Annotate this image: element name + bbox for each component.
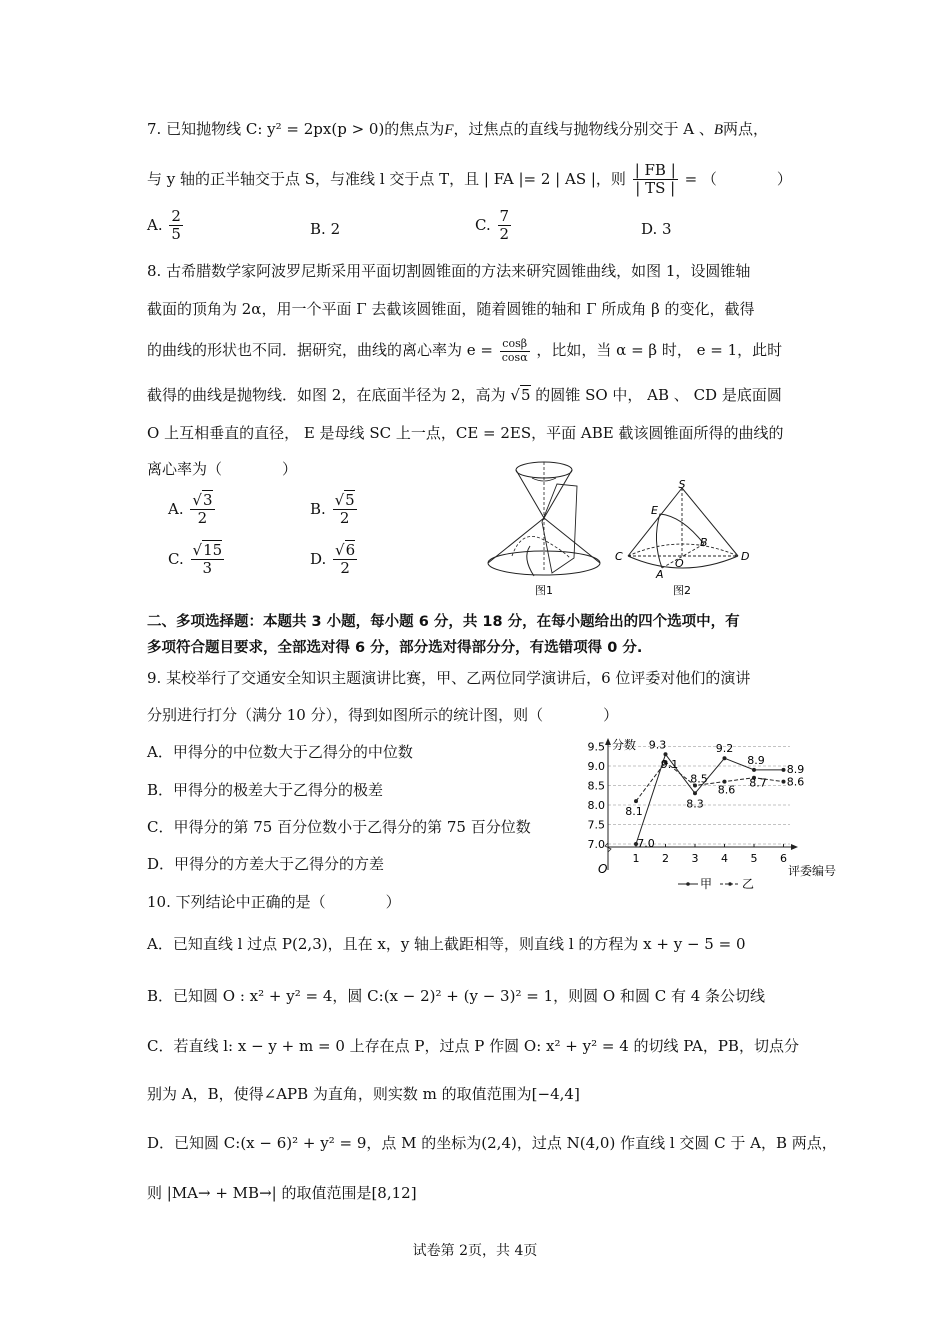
q8-line4: 截得的曲线是抛物线．如图 2，在底面半径为 2，高为 √5 的圆锥 SO 中， AB 、 CD 是底面圆 (147, 386, 782, 404)
svg-text:O: O (675, 557, 684, 570)
q9-option-c: C．甲得分的第 75 百分位数小于乙得分的第 75 百分位数 (147, 818, 531, 836)
q9-option-d: D．甲得分的方差大于乙得分的方差 (147, 855, 385, 873)
x-axis-label: 评委编号 (788, 864, 837, 878)
q9-line1: 9. 某校举行了交通安全知识主题演讲比赛，甲、乙两位同学演讲后，6 位评委对他们的演讲 (147, 669, 751, 687)
data-label-0-1: 7.0 (637, 837, 655, 850)
q9-option-b: B．甲得分的极差大于乙得分的极差 (147, 781, 384, 799)
q7-ratio-fraction: $\frac{| FB |}{| TS |}$ (634, 161, 676, 198)
data-label-1-6: 8.6 (786, 775, 805, 789)
series-0-point-6 (782, 768, 786, 772)
q7-option-a: A. $\frac{2}{5}$ (147, 207, 181, 244)
data-label-1-5: 8.7 (749, 776, 767, 790)
y-tick-label-3: 8.5 (587, 779, 605, 793)
x-tick-label-1: 1 (632, 852, 640, 865)
figure-1-cone (482, 458, 612, 598)
series-1-point-6 (782, 780, 786, 784)
q10-option-c-line2: 别为 A，B，使得∠APB 为直角，则实数 m 的取值范围为[−4,4] (147, 1085, 580, 1103)
q8-line6: 离心率为（ ） (147, 460, 298, 478)
svg-text:E: E (651, 504, 658, 517)
q10-option-a: A．已知直线 l 过点 P(2,3)，且在 x，y 轴上截距相等，则直线 l 的方程为 x + y − 5 = 0 (147, 935, 746, 953)
x-tick-label-2: 2 (662, 852, 669, 865)
data-label-1-1: 8.1 (625, 805, 643, 819)
section2-line2: 多项符合题目要求，全部选对得 6 分，部分选对得部分分，有选错项得 0 分. (147, 640, 643, 656)
eccentricity-fraction: $\frac{\cos\beta}{\cos\alpha}$ (501, 337, 528, 364)
fig1-caption: 图1 (535, 584, 553, 597)
series-0-point-4 (723, 756, 727, 760)
data-label-0-5: 8.9 (747, 753, 765, 767)
q7-options (147, 208, 707, 252)
data-label-0-4: 9.2 (715, 742, 734, 756)
y-tick-label-5: 9.5 (587, 740, 605, 754)
q7-option-c: C. $\frac{7}{2}$ (475, 207, 510, 244)
q10-option-c-line1: C．若直线 l: x − y + m = 0 上存在点 P，过点 P 作圆 O: x² + y² = 4 的切线 PA，PB，切点分 (147, 1037, 799, 1055)
q8-option-b: B. $\frac{√5}{2}$ (310, 491, 355, 528)
svg-text:D: D (741, 550, 750, 563)
q7-line2: 与 y 轴的正半轴交于点 S，与准线 l 交于点 T，且 | FA |= 2 | AS |，则 $\frac{| FB |}{| TS |}$ = （ ） (147, 161, 792, 198)
y-tick-label-1: 7.5 (587, 818, 605, 832)
svg-text:S: S (678, 480, 686, 491)
series-line-0 (636, 754, 784, 844)
x-tick-label-3: 3 (691, 852, 699, 865)
q10-title: 10. 下列结论中正确的是（ ） (147, 893, 401, 911)
series-0-point-2 (664, 752, 668, 756)
fig2-caption: 图2 (673, 584, 691, 597)
legend-jia-marker (686, 882, 690, 886)
legend-yi: 乙 (742, 877, 755, 891)
data-label-1-3: 8.5 (690, 772, 708, 786)
data-label-0-3: 8.3 (686, 797, 704, 811)
data-label-1-2: 9.1 (660, 758, 679, 772)
q8-line1: 8. 古希腊数学家阿波罗尼斯采用平面切割圆锥面的方法来研究圆锥曲线，如图 1，设圆锥轴 (147, 262, 751, 280)
x-tick-label-4: 4 (721, 852, 728, 865)
svg-text:A: A (656, 568, 664, 581)
data-label-1-4: 8.6 (717, 783, 736, 797)
page-footer: 试卷第 2页，共 4页 (412, 1243, 538, 1259)
series-0-point-3 (693, 791, 697, 795)
y-axis-label: 分数 (612, 738, 637, 752)
q7-line1: 7. 已知抛物线 C: y² = 2px(p > 0)的焦点为F，过焦点的直线与抛物线分别交于 A 、B两点， (147, 120, 769, 138)
q8-line3: 的曲线的形状也不同．据研究，曲线的离心率为 e = $\frac{\cos\beta}{\cos\alpha}$ ，比如，当 α = β 时， e = 1，此时 (147, 337, 783, 364)
q8-line5: O 上互相垂直的直径， E 是母线 SC 上一点，CE = 2ES，平面 ABE 截该圆锥面所得的曲线的 (147, 424, 784, 442)
legend-jia: 甲 (700, 877, 713, 891)
svg-text:B: B (700, 536, 708, 549)
figure-2-cone (612, 480, 760, 598)
x-axis-arrow (791, 844, 798, 850)
q8-option-c: C. $\frac{√15}{3}$ (168, 541, 223, 578)
data-label-0-2: 9.3 (648, 738, 667, 752)
q10-option-b: B．已知圆 O : x² + y² = 4，圆 C:(x − 2)² + (y − 3)² = 1，则圆 O 和圆 C 有 4 条公切线 (147, 987, 766, 1005)
series-0-point-5 (752, 768, 756, 772)
section2-line1: 二、多项选择题：本题共 3 小题，每小题 6 分，共 18 分，在每小题给出的四个选项中，有 (147, 614, 740, 630)
q7-option-b: B. 2 (310, 220, 341, 238)
origin-label: O (598, 862, 608, 876)
data-label-0-6: 8.9 (786, 762, 805, 776)
x-tick-label-5: 5 (750, 852, 758, 865)
q8-option-d: D. $\frac{√6}{2}$ (310, 541, 356, 578)
x-tick-label-6: 6 (780, 852, 787, 865)
q9-option-a: A．甲得分的中位数大于乙得分的中位数 (147, 743, 413, 761)
y-tick-label-4: 9.0 (587, 760, 605, 773)
q10-option-d-line2: 则 |MA→ + MB→| 的取值范围是[8,12] (147, 1184, 417, 1202)
svg-text:C: C (615, 550, 623, 563)
q8-line2: 截面的顶角为 2α，用一个平面 Γ 去截该圆锥面，随着圆锥的轴和 Γ 所成角 β 的变化，截得 (147, 300, 755, 318)
y-axis-arrow (605, 738, 611, 745)
q10-option-d-line1: D．已知圆 C:(x − 6)² + y² = 9，点 M 的坐标为(2,4)，过点 N(4,0) 作直线 l 交圆 C 于 A，B 两点， (147, 1134, 837, 1152)
y-tick-label-0: 7.0 (587, 838, 605, 851)
q9-line2: 分别进行打分（满分 10 分），得到如图所示的统计图，则（ ） (147, 706, 619, 724)
q8-option-a: A. $\frac{√3}{2}$ (168, 491, 213, 528)
y-tick-label-2: 8.0 (587, 799, 605, 812)
q7-option-d: D. 3 (641, 220, 672, 238)
legend-yi-marker (728, 882, 732, 886)
series-1-point-1 (634, 799, 638, 803)
score-line-chart (580, 732, 855, 892)
